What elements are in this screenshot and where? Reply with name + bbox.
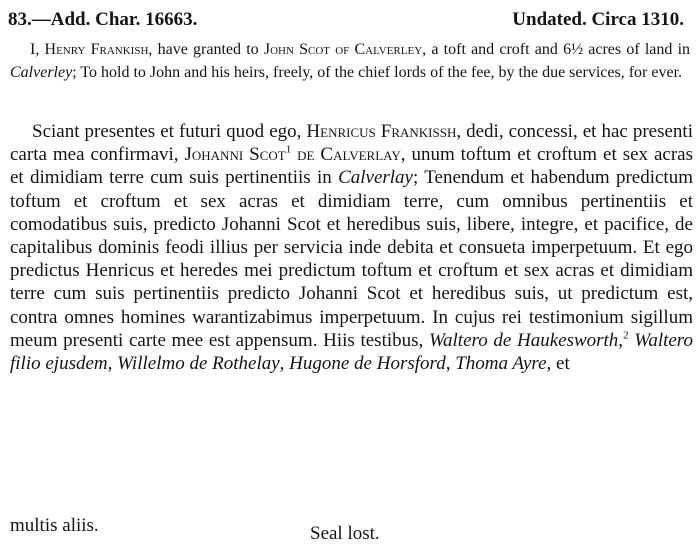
charter-header	[8, 8, 684, 32]
summary-place: Calverley	[10, 64, 73, 81]
charter-text: , et	[546, 353, 570, 375]
summary-text: ; To hold to John and his heirs, freely, of the chief lords of the fee, by the due services, for ever.	[72, 64, 683, 81]
witness-name: Thoma Ayre	[455, 353, 547, 375]
charter-footer	[10, 514, 690, 544]
charter-date: Undated. Circa 1310.	[512, 9, 684, 30]
witness-name: Waltero de Haukesworth,	[428, 329, 624, 351]
charter-text: , dedi, concessi, et hac presenti carta mea confirmavi,	[10, 121, 693, 166]
english-summary	[10, 38, 690, 84]
summary-grantee: John Scot of Calverley	[263, 41, 423, 58]
charter-text: ,	[107, 353, 118, 375]
latin-charter-text	[10, 120, 693, 375]
charter-text: ,	[445, 353, 456, 375]
witness-name: Willelmo de Rothelay	[117, 353, 280, 375]
charter-paragraph	[10, 120, 693, 375]
charter-grantor: Henricus Frankissh	[306, 121, 457, 142]
charter-number: 83.	[8, 9, 32, 30]
witness-name: Hugone de Horsford	[289, 353, 446, 375]
footnote-marker: 2	[623, 329, 629, 342]
charter-text: ; Tenendum et habendum predictum toftum et croftum et sex acras et dimidiam terre, cum omnibus pertinentiis et comodatibus suis, predicto Johanni Scot et heredibus suis, libere, integre, et pacifice, de capitalibus dominis feodi illius per servicia inde debita et consueta imperpetuum. Et ego predictus Henricus et heredes mei predictum toftum et croftum et sex acras et dimidiam terre cum suis pertinentiis predicto Johanni Scot et heredibus suis, ut predictum est, contra omnes homines warantizabimus imperpetuum. In cujus rei testimonium sigillum meum presenti carte mee est appensum. Hiis testibus,	[10, 167, 693, 351]
witness-name: Waltero filio ejusdem	[10, 329, 693, 375]
charter-reference	[8, 8, 197, 32]
seal-note: Seal lost.	[310, 523, 380, 544]
charter-text: , unum toftum et croftum et sex acras et dimidiam terre cum suis pertinentiis in	[10, 144, 693, 189]
charter-grantee-suffix: de Calverlay	[291, 144, 401, 166]
charter-text: ,	[279, 353, 290, 375]
charter-text: Sciant presentes et futuri quod ego,	[32, 121, 307, 142]
summary-text: , have granted to	[148, 41, 264, 58]
summary-grantor: Henry Frankish	[44, 41, 149, 58]
summary-text: I,	[30, 41, 45, 58]
charter-grantee: Johanni Scot	[184, 144, 286, 166]
summary-text: , a toft and croft and 6½ acres of land in	[422, 41, 691, 58]
charter-closing: multis aliis.	[10, 515, 99, 536]
charter-place: Calverlay	[338, 167, 413, 189]
footnote-marker: 1	[285, 143, 292, 156]
charter-id: —Add. Char. 16663.	[31, 9, 198, 30]
summary-paragraph	[10, 38, 690, 84]
